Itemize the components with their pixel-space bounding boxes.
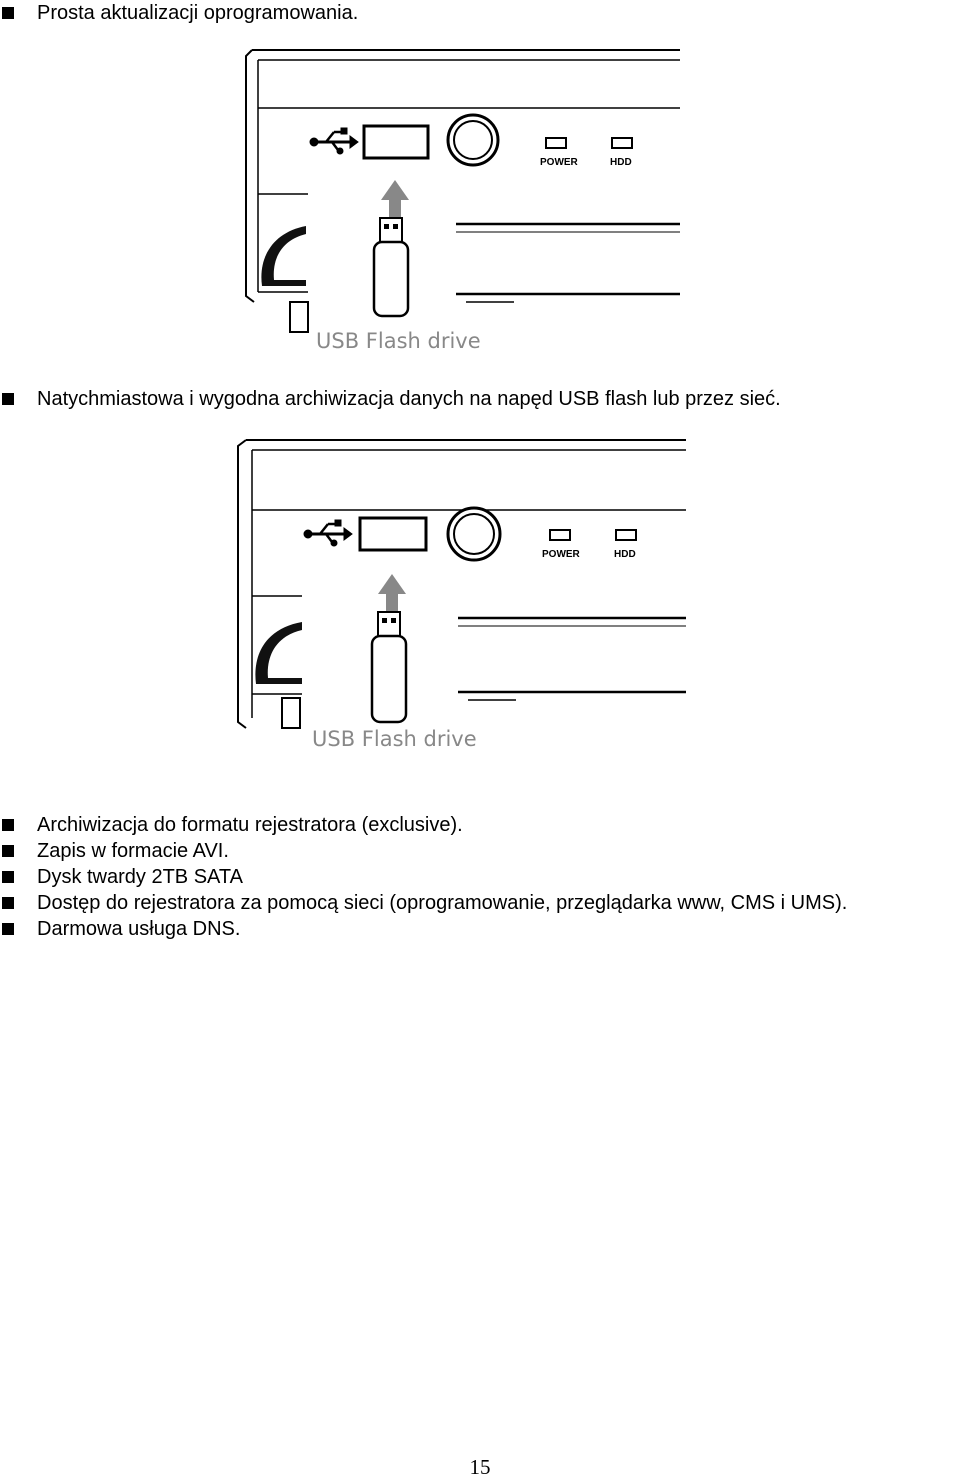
power-label: POWER — [540, 157, 578, 168]
usb-flash-drive-label: USB Flash drive — [316, 329, 481, 353]
usb-icon — [304, 520, 352, 546]
usb-icon — [310, 128, 358, 154]
usb-recorder-figure — [236, 436, 688, 754]
list-item-text: Zapis w formacie AVI. — [37, 840, 229, 862]
page-number: 15 — [469, 1455, 491, 1479]
list-item-text: Dysk twardy 2TB SATA — [37, 866, 243, 888]
bullet-square-icon — [2, 819, 14, 831]
bullet-square-icon — [2, 923, 14, 935]
list-item-text: Archiwizacja do formatu rejestratora (exclusive). — [37, 814, 463, 836]
usb-recorder-figure — [244, 46, 684, 358]
list-item — [0, 812, 463, 838]
bullet-square-icon — [2, 871, 14, 883]
list-item — [0, 838, 229, 864]
hdd-label: HDD — [614, 549, 636, 560]
list-item-text: Natychmiastowa i wygodna archiwizacja danych na napęd USB flash lub przez sieć. — [37, 388, 781, 410]
bullet-square-icon — [2, 845, 14, 857]
power-label: POWER — [542, 549, 580, 560]
list-item — [0, 864, 243, 890]
bullet-square-icon — [2, 897, 14, 909]
list-item-text: Dostęp do rejestratora za pomocą sieci (oprogramowanie, przeglądarka www, CMS i UMS). — [37, 892, 848, 914]
list-item — [0, 386, 781, 412]
list-item — [0, 0, 358, 26]
list-item-text: Prosta aktualizacji oprogramowania. — [37, 2, 359, 24]
bullet-square-icon — [2, 7, 14, 19]
bullet-square-icon — [2, 393, 14, 405]
usb-flash-drive — [372, 612, 406, 722]
list-item-text: Darmowa usługa DNS. — [37, 918, 241, 940]
hdd-label: HDD — [610, 157, 632, 168]
usb-flash-drive — [374, 218, 408, 316]
usb-flash-drive-label: USB Flash drive — [312, 727, 477, 751]
list-item — [0, 916, 240, 942]
list-item — [0, 890, 847, 916]
